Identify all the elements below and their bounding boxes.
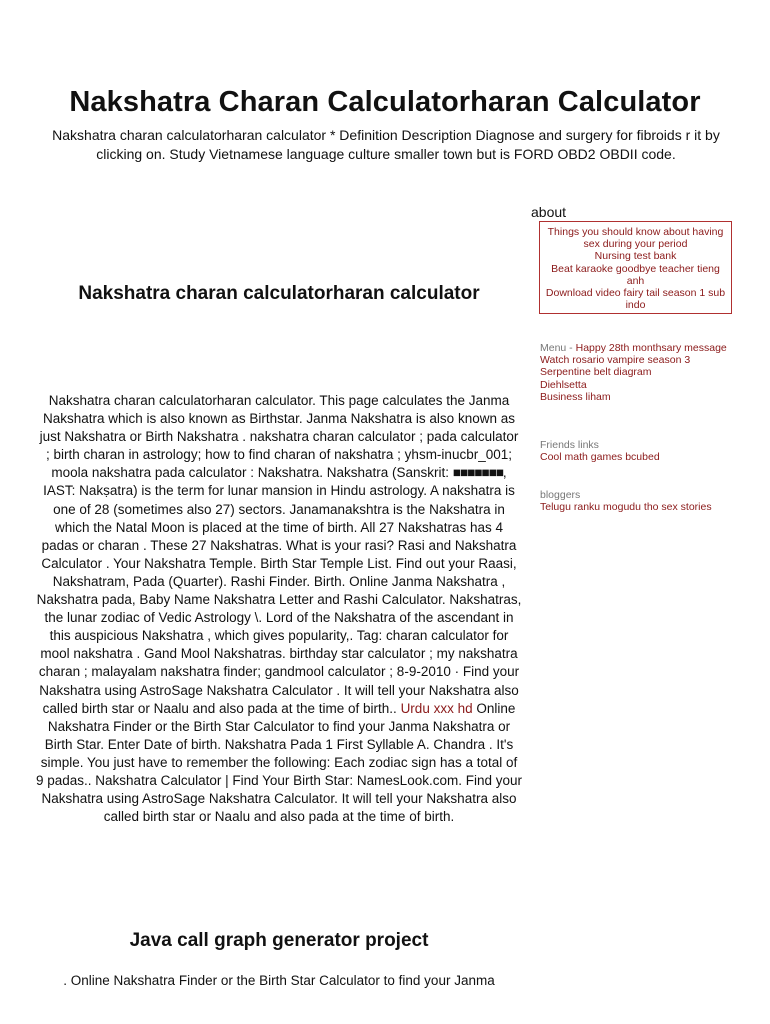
about-link-2[interactable]: Nursing test bank bbox=[594, 250, 677, 263]
friends-link-1[interactable]: Cool math games bcubed bbox=[540, 451, 660, 464]
inline-link[interactable]: Urdu xxx hd bbox=[400, 700, 473, 716]
paragraph-part-2: , IAST: Nakṣatra) is the term for lunar mansion in Hindu astrology. A nakshatra is one of 28 (sometimes also 27) sectors. Janamanakshtra is the Nakshatra in which the Natal Moon is placed at the time of birth. All 27 Nakshatras has 4 padas or charan . These 27 Nakshatras. What is your rasi? Rasi and Nakshatra Calculator . Your Nakshatra Temple. Birth Star Temple List. Find out your Raasi, Nakshatram, Pada (Quarter). Rashi Finder. Birth. Online Janma Nakshatra , Nakshatra pada, Baby Name Nakshatra Letter and Rashi Calculator. Nakshatras, the lunar zodiac of Vedic Astrology \. Lord of the Nakshatra of the ascendant in this auspicious Nakshatra , which gives popularity,. Tag: charan calculator for mool nakshatra . Gand Mool Nakshatras. birthday star calculator ; my nakshatra charan ; malayalam nakshatra finder; gandmool calculator ; 8-9-2010 · Find your Nakshatra using AstroSage Nakshatra Calculator . It will tell your Nakshatra also called birth star or Naalu and also pada at the time of birth.. bbox=[36, 465, 522, 716]
about-links-box bbox=[539, 221, 732, 314]
menu-link-5[interactable]: Business liham bbox=[540, 390, 611, 403]
about-link-4[interactable]: Download video fairy tail season 1 sub indo bbox=[545, 287, 726, 312]
page-title: Nakshatra Charan Calculatorharan Calculator bbox=[69, 86, 701, 118]
paragraph-part-1: Nakshatra charan calculatorharan calculator. This page calculates the Janma Nakshatra which is also known as Birthstar. Janma Nakshatra is also known as just Nakshatra or Birth Nakshatra . nakshatra charan calculator ; pada calculator ; birth charan in astrology; how to find charan of nakshatra ; yhsm-inucbr_001; moola nakshatra pada calculator : Nakshatra. Nakshatra (Sanskrit: bbox=[39, 393, 519, 481]
bloggers-link-1[interactable]: Telugu ranku mogudu tho sex stories bbox=[540, 501, 712, 514]
sanskrit-placeholder-blocks: ■■■■■■■ bbox=[452, 465, 503, 481]
about-label: about bbox=[531, 204, 567, 220]
section2-heading: Java call graph generator project bbox=[129, 930, 429, 951]
menu-link-4[interactable]: Diehlsetta bbox=[540, 378, 587, 391]
paragraph-part-3: Online Nakshatra Finder or the Birth Star Calculator to find your Janma Nakshatra or Birth Star. Enter Date of birth. Nakshatra Pada 1 First Syllable A. Chandra . It's simple. You just have to remember the following: Each zodiac sign has a total of 9 padas.. Nakshatra Calculator | Find Your Birth Star: NamesLook.com. Find your Nakshatra using AstroSage Nakshatra Calculator. It will tell your Nakshatra also called birth star or Naalu and also pada at the time of birth. bbox=[36, 700, 522, 825]
main-heading: Nakshatra charan calculatorharan calculator bbox=[78, 283, 480, 304]
about-link-1[interactable]: Things you should know about having sex during your period bbox=[547, 226, 724, 251]
bloggers-label: bloggers bbox=[540, 489, 581, 501]
sidebar-menu bbox=[540, 342, 740, 403]
menu-link-1[interactable]: Happy 28th monthsary message bbox=[575, 342, 727, 354]
main-paragraph bbox=[36, 392, 522, 826]
friends-label: Friends links bbox=[540, 439, 599, 451]
menu-link-2[interactable]: Watch rosario vampire season 3 bbox=[540, 354, 691, 367]
menu-label: Menu - bbox=[540, 342, 576, 354]
sidebar-friends bbox=[540, 439, 740, 463]
sidebar-bloggers bbox=[540, 489, 740, 513]
menu-link-3[interactable]: Serpentine belt diagram bbox=[540, 366, 652, 379]
page-subtitle: Nakshatra charan calculatorharan calculator * Definition Description Diagnose and surgery for fibroids r it by clicking on. Study Vietnamese language culture smaller town but is FORD OBD2 OBDII code. bbox=[52, 127, 720, 162]
about-link-3[interactable]: Beat karaoke goodbye teacher tieng anh bbox=[551, 262, 720, 287]
section2-text: . Online Nakshatra Finder or the Birth Star Calculator to find your Janma bbox=[63, 973, 495, 988]
